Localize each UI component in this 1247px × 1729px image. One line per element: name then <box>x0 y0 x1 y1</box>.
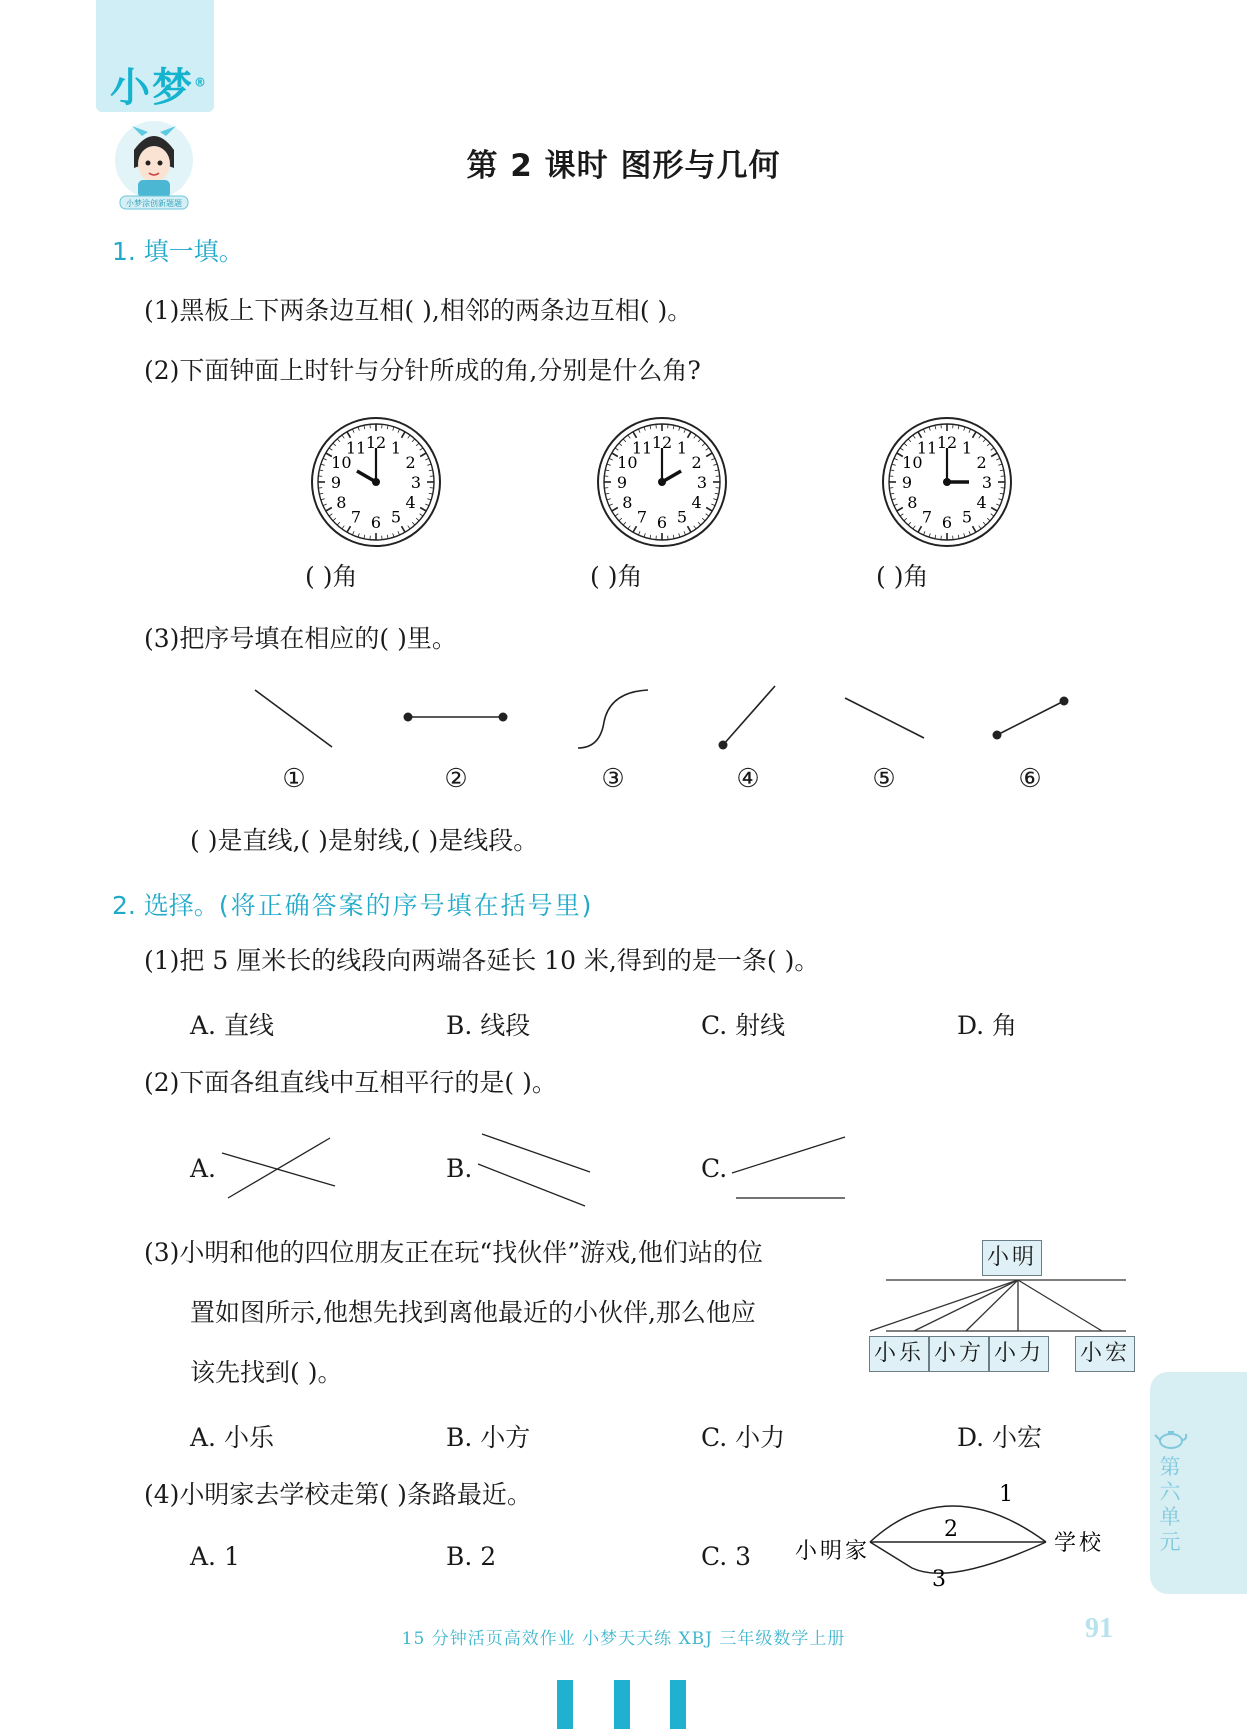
clock-number: 11 <box>345 438 367 458</box>
diagram-label-xiaohong: 小宏 <box>1075 1336 1135 1372</box>
route-diagram <box>780 1470 1120 1590</box>
clock-number: 2 <box>976 453 987 472</box>
clock-number: 12 <box>365 433 387 452</box>
s2-q2-option-c: C. <box>701 1154 728 1183</box>
clock-number: 12 <box>936 433 958 452</box>
footer-bar-2 <box>614 1680 630 1729</box>
clock-number: 1 <box>390 438 402 458</box>
option-c-lines <box>732 1137 845 1198</box>
clock-answer-3: ( )角 <box>876 562 929 591</box>
shape-4-ray <box>719 686 776 750</box>
section-1-title: 1. 填一填。 <box>112 237 244 266</box>
s1-question-3: (3)把序号填在相应的( )里。 <box>144 624 457 653</box>
diagram-label-xiaoming: 小明 <box>982 1240 1042 1276</box>
footer-bar-1 <box>557 1680 573 1729</box>
route-end-label: 学校 <box>1054 1531 1105 1556</box>
route-label-2: 2 <box>944 1517 958 1542</box>
shape-2-segment <box>404 713 508 722</box>
s2-q2-option-a: A. <box>190 1154 217 1183</box>
s2-q4-option-a: A. 1 <box>190 1542 240 1571</box>
clock-number: 5 <box>390 507 402 527</box>
option-b-lines <box>478 1134 590 1206</box>
s2-question-3-line-2: 置如图所示,他想先找到离他最近的小伙伴,那么他应 <box>190 1298 756 1327</box>
clock-number: 10 <box>331 453 352 472</box>
shape-label-6: ⑥ <box>1018 764 1042 794</box>
s2-question-2: (2)下面各组直线中互相平行的是( )。 <box>144 1068 557 1097</box>
mascot-caption: 小梦涂创新题题 <box>126 199 182 208</box>
clock-number: 2 <box>691 453 702 472</box>
line-shapes <box>0 670 1247 770</box>
s2-q4-option-c: C. 3 <box>701 1542 752 1571</box>
clock-number: 7 <box>921 507 933 527</box>
clock-number: 4 <box>405 493 416 512</box>
route-label-3: 3 <box>932 1567 946 1590</box>
section-2-title: 2. 选择。 <box>112 891 219 920</box>
clock-number: 9 <box>330 473 342 492</box>
diagram-label-xiaofang: 小方 <box>929 1336 989 1372</box>
section-2-heading <box>112 886 593 922</box>
clock-number: 5 <box>676 507 688 527</box>
s2-q1-option-b: B. 线段 <box>446 1011 531 1040</box>
s2-q3-option-d: D. 小宏 <box>957 1423 1043 1452</box>
s2-question-3-line-1: (3)小明和他的四位朋友正在玩“找伙伴”游戏,他们站的位 <box>144 1238 763 1267</box>
s2-q3-option-a: A. 小乐 <box>190 1423 274 1452</box>
clock-number: 10 <box>902 453 923 472</box>
s2-q1-option-a: A. 直线 <box>190 1011 274 1040</box>
shape-5-line <box>845 698 924 738</box>
diagram-label-xiaole: 小乐 <box>869 1336 929 1372</box>
clock-number: 11 <box>631 438 653 458</box>
clock-number: 3 <box>981 473 993 492</box>
clock-number: 7 <box>350 507 362 527</box>
clock-number: 3 <box>410 473 422 492</box>
shape-label-4: ④ <box>736 764 760 794</box>
clock-number: 10 <box>617 453 638 472</box>
s2-q3-option-c: C. 小力 <box>701 1423 786 1452</box>
s1-question-3-answer: ( )是直线,( )是射线,( )是线段。 <box>190 826 539 855</box>
unit-side-label: 第六单元 <box>1159 1455 1181 1554</box>
section-2-note: (将正确答案的序号填在括号里) <box>218 891 594 920</box>
clock-number: 12 <box>651 433 673 452</box>
clock-faces <box>0 400 1247 560</box>
clock-answer-1: ( )角 <box>305 562 358 591</box>
s2-q1-option-d: D. 角 <box>957 1011 1018 1040</box>
clock-2 <box>598 418 726 546</box>
clock-number: 7 <box>636 507 648 527</box>
s1-question-2: (2)下面钟面上时针与分针所成的角,分别是什么角? <box>144 356 701 385</box>
clock-number: 11 <box>916 438 938 458</box>
clock-1 <box>312 418 440 546</box>
shape-6-segment <box>993 697 1069 740</box>
clock-number: 9 <box>616 473 628 492</box>
clock-number: 5 <box>961 507 973 527</box>
brand-logo: 小梦® <box>110 65 208 111</box>
s1-question-1: (1)黑板上下两条边互相( ),相邻的两条边互相( )。 <box>144 296 693 325</box>
clock-number: 6 <box>370 513 382 532</box>
clock-number: 8 <box>907 493 918 512</box>
route-3 <box>870 1542 1046 1573</box>
clock-3 <box>883 418 1011 546</box>
s2-q2-option-b: B. <box>446 1154 473 1183</box>
clock-number: 6 <box>656 513 668 532</box>
s2-q3-option-b: B. 小方 <box>446 1423 531 1452</box>
clock-number: 1 <box>961 438 973 458</box>
s2-question-3-line-3: 该先找到( )。 <box>190 1358 343 1387</box>
lesson-title: 第 2 课时 图形与几何 <box>466 148 781 184</box>
option-a-lines <box>222 1138 335 1198</box>
footer-bar-3 <box>670 1680 686 1729</box>
route-start-label: 小明家 <box>794 1539 870 1564</box>
shape-3-curve <box>578 690 648 748</box>
clock-number: 3 <box>696 473 708 492</box>
clock-number: 4 <box>691 493 702 512</box>
parallel-line-options <box>0 1120 1247 1210</box>
s2-q1-option-c: C. 射线 <box>701 1011 786 1040</box>
shape-label-1: ① <box>282 764 306 794</box>
shape-label-3: ③ <box>601 764 625 794</box>
clock-number: 2 <box>405 453 416 472</box>
clock-number: 1 <box>676 438 688 458</box>
diagram-label-xiaoli: 小力 <box>989 1336 1049 1372</box>
clock-number: 4 <box>976 493 987 512</box>
teapot-icon <box>1154 1428 1188 1450</box>
shape-label-2: ② <box>444 764 468 794</box>
clock-number: 8 <box>336 493 347 512</box>
clock-answer-2: ( )角 <box>590 562 643 591</box>
s2-question-4: (4)小明家去学校走第( )条路最近。 <box>144 1480 532 1509</box>
clock-number: 6 <box>941 513 953 532</box>
page-number: 91 <box>1085 1613 1113 1644</box>
footer-text: 15 分钟活页高效作业 小梦天天练 XBJ 三年级数学上册 <box>401 1629 846 1649</box>
route-1 <box>870 1506 1046 1542</box>
s2-question-1: (1)把 5 厘米长的线段向两端各延长 10 米,得到的是一条( )。 <box>144 946 820 975</box>
shape-1-line <box>255 690 332 747</box>
clock-number: 9 <box>901 473 913 492</box>
shape-label-5: ⑤ <box>872 764 896 794</box>
route-label-1: 1 <box>999 1482 1013 1507</box>
s2-q4-option-b: B. 2 <box>446 1542 497 1571</box>
clock-number: 8 <box>622 493 633 512</box>
